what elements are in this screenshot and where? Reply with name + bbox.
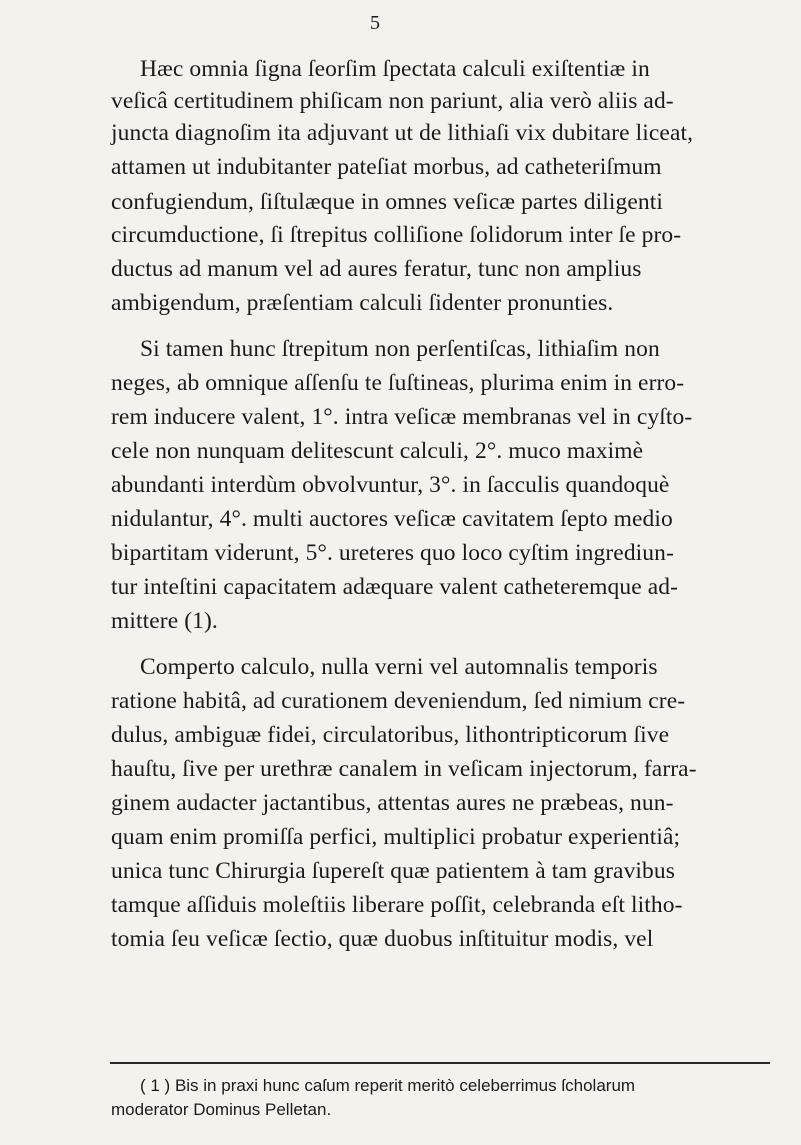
text-line: confugiendum, ſiſtulæque in omnes veſicæ partes diligenti [111, 189, 663, 215]
text-line: cele non nunquam delitescunt calculi, 2°. muco maximè [111, 438, 644, 464]
text-line: ginem audacter jactantibus, attentas aures ne præbeas, nun- [111, 790, 674, 816]
text-line: Si tamen hunc ſtrepitum non perſentiſcas, lithiaſim non [140, 336, 660, 362]
text-line: Hæc omnia ſigna ſeorſim ſpectata calculi exiſtentiæ in [140, 56, 650, 82]
text-line: ratione habitâ, ad curationem deveniendum, ſed nimium cre- [111, 688, 686, 714]
footnote-line: moderator Dominus Pelletan. [111, 1100, 332, 1119]
text-line: tur inteſtini capacitatem adæquare valent catheteremque ad- [111, 574, 679, 600]
text-line: juncta diagnoſim ita adjuvant ut de lithiaſi vix dubitare liceat, [111, 120, 694, 146]
text-line: neges, ab omnique aſſenſu te ſuſtineas, plurima enim in erro- [111, 370, 685, 396]
footnote-line: ( 1 ) Bis in praxi hunc caſum reperit meritò celeberrimus ſcholarum [140, 1076, 636, 1095]
footnote-divider [110, 1062, 770, 1064]
text-line: ambigendum, præſentiam calculi ſidenter pronunties. [111, 290, 614, 316]
text-line: unica tunc Chirurgia ſupereſt quæ patientem à tam gravibus [111, 858, 675, 884]
text-line: Comperto calculo, nulla verni vel automnalis temporis [140, 654, 658, 680]
text-line: tamque aſſiduis moleſtiis liberare poſſit, celebranda eſt litho- [111, 892, 683, 918]
page-number: 5 [370, 12, 380, 34]
text-line: mittere (1). [111, 608, 218, 634]
text-line: circumductione, ſi ſtrepitus colliſione ſolidorum inter ſe pro- [111, 222, 682, 248]
text-line: dulus, ambiguæ fidei, circulatoribus, lithontripticorum ſive [111, 722, 670, 748]
text-line: quam enim promiſſa perfici, multiplici probatur experientiâ; [111, 824, 681, 850]
text-line: abundanti interdùm obvolvuntur, 3°. in ſacculis quandoquè [111, 472, 670, 498]
text-line: rem inducere valent, 1°. intra veſicæ membranas vel in cyſto- [111, 404, 693, 430]
text-line: nidulantur, 4°. multi auctores veſicæ cavitatem ſepto medio [111, 506, 673, 532]
text-line: tomia ſeu veſicæ ſectio, quæ duobus inſtituitur modis, vel [111, 926, 654, 952]
text-line: ductus ad manum vel ad aures feratur, tunc non amplius [111, 256, 642, 282]
text-line: bipartitam viderunt, 5°. ureteres quo loco cyſtim ingrediun- [111, 540, 674, 566]
text-line: veſicâ certitudinem phiſicam non pariunt, alia verò aliis ad- [111, 88, 674, 114]
text-line: hauſtu, ſive per urethræ canalem in veſicam injectorum, farra- [111, 756, 697, 782]
text-line: attamen ut indubitanter pateſiat morbus, ad catheteriſmum [111, 154, 662, 180]
